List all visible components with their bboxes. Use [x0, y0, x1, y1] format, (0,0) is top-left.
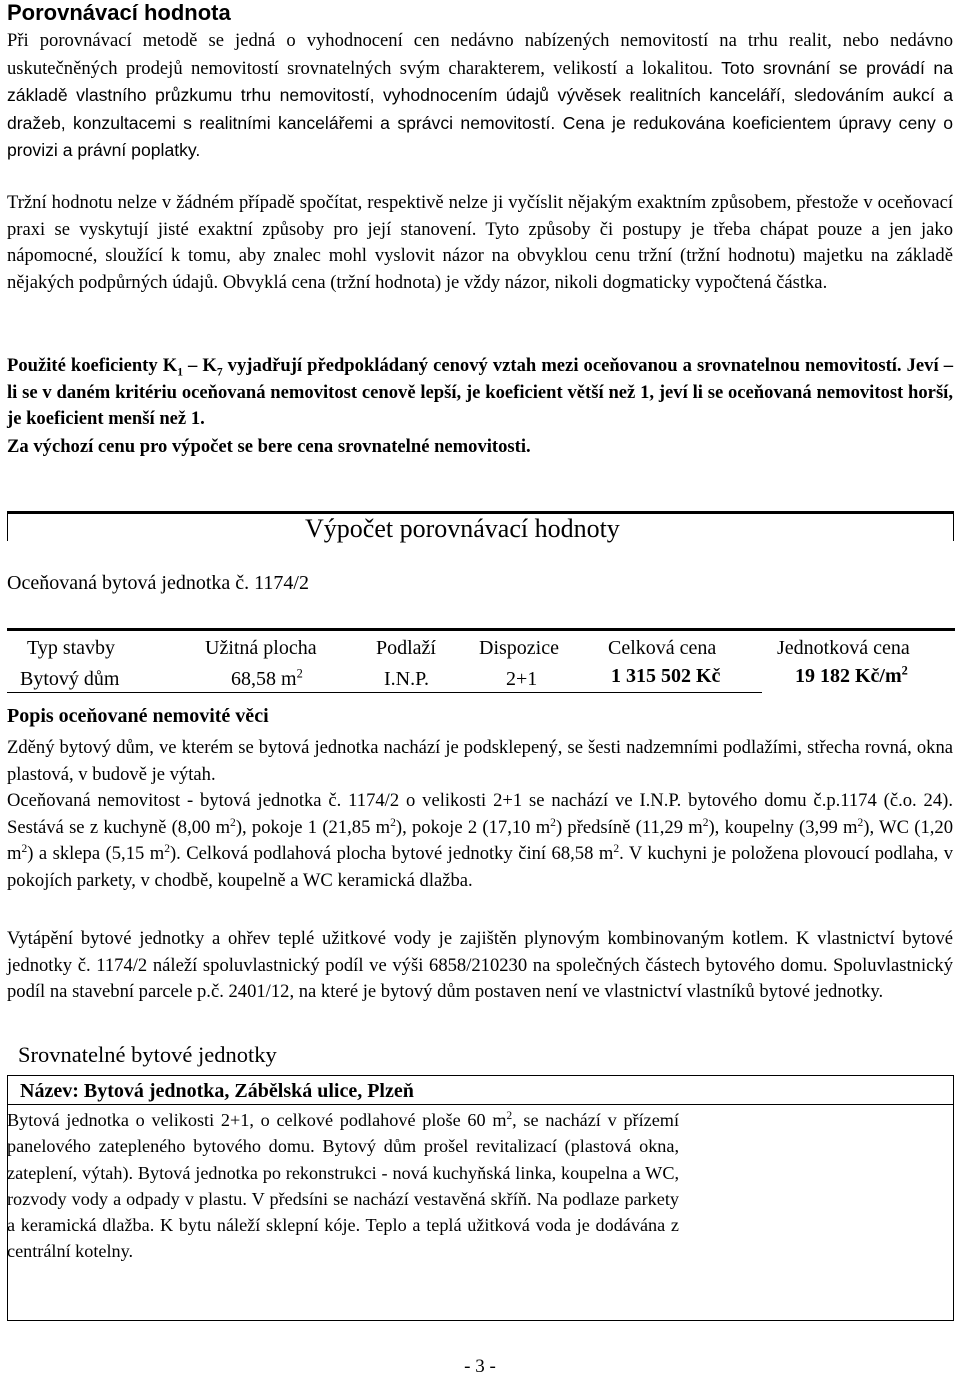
p2-sup: 2 — [390, 816, 396, 829]
p2-text: ) a sklepa (5,15 m — [27, 843, 165, 865]
p2-sup: 2 — [613, 843, 620, 855]
table-cell-plocha — [231, 666, 303, 692]
section-heading: Porovnávací hodnota — [7, 0, 231, 25]
calculation-title: Výpočet porovnávací hodnoty — [305, 514, 620, 543]
p2-text: ), pokoje 2 (17,10 m — [395, 816, 551, 838]
coef-post: vyjadřují předpokládaný cenový vztah mezi oceňovanou a srovnatelnou nemovitostí. Jeví – li se v daném kritériu oceňovaná nemovitost cenově lepší, je koeficient větší než 1, jeví li se oceňovaná nemovitost horší, je koeficient menší než 1. — [7, 355, 954, 430]
p2-text: ), WC (1,20 m — [7, 816, 953, 865]
comparable-text-b: , se nachází v přízemí panelového zatepleného bytového domu. Bytový dům prošel revitalizací (plastová okna, zateplení, výtah). Bytová jednotka po rekonstrukci - nová kuchyňská linka, koupelna a WC, rozvody vody a odpady v plastu. V předsíni se nachází vestavěná skříň. Na podlaze parkety a keramická dlažba. K bytu náleží sklepní kóje. Teplo a teplá užitková voda je dodávána z centrální kotelny. — [7, 1110, 679, 1262]
table-header: Typ stavby — [27, 637, 116, 659]
p2-sup: 2 — [857, 816, 864, 829]
description-paragraph-1: Zděný bytový dům, ve kterém se bytová jednotka nachází je podsklepený, se šesti nadzemními podlažími, střecha rovná, okna plastová, v budově je výtah. — [7, 737, 953, 785]
p2-sup: 2 — [164, 843, 170, 855]
p2-sup: 2 — [550, 816, 556, 829]
p2-sup: 2 — [702, 816, 709, 829]
plocha-value: 68,58 m — [231, 668, 297, 690]
intro-paragraph-1-a: Při porovnávací metodě se jedná o vyhodnocení cen nedávno nabízených nemovitostí na trhu realit, nebo nedávno uskutečněných prodejů nemovitostí srovnatelných svým charakterem, velikostí a lokalitou. — [7, 30, 953, 79]
comparable-box-divider — [7, 1104, 954, 1105]
p2-text: ) předsíně (11,29 m — [555, 816, 703, 838]
p2-text: ), koupelny (3,99 m — [708, 816, 858, 838]
table-header: Užitná plocha — [205, 637, 317, 659]
table-header: Celková cena — [608, 637, 717, 659]
description-paragraph-3: Vytápění bytové jednotky a ohřev teplé užitkové vody je zajištěn plynovým kombinovaným kotlem. K vlastnictví bytové jednotky č. 1174/2 náleží spoluvlastnický podíl ve výši 6858/210230 na společných částech bytového domu. Spoluvlastnický podíl na stavební parcele p.č. 2401/12, na které je bytový dům postaven není ve vlastnictví vlastníků bytové jednotky. — [7, 928, 953, 1003]
table-cell-jednotkova-cena — [795, 663, 908, 689]
p2-text: . V kuchyni je položena plovoucí podlaha, v pokojích parkety, v chodbě, koupelně a WC keramická dlažba. — [7, 843, 953, 891]
coef-mid: – K — [182, 355, 217, 376]
coef-sub-7: 7 — [216, 366, 223, 379]
jednotkova-value: 19 182 Kč/m — [795, 665, 902, 687]
base-price-note: Za výchozí cenu pro výpočet se bere cena srovnatelné nemovitosti. — [7, 436, 531, 457]
comparables-title: Srovnatelné bytové jednotky — [18, 1042, 277, 1067]
table-cell-typ: Bytový dům — [20, 668, 120, 690]
comparable-description — [7, 1107, 679, 1265]
comparable-sup: 2 — [506, 1109, 513, 1122]
jednotkova-sup: 2 — [901, 663, 908, 678]
table-top-border — [7, 628, 955, 631]
valued-unit-title: Oceňovaná bytová jednotka č. 1174/2 — [7, 572, 309, 594]
intro-paragraph-1-b: Toto srovnání se provádí na základě vlastního průzkumu trhu nemovitostí, vyhodnocením údajů vývěsek realitních kanceláří, sledováním aukcí a dražeb, konzultacemi s realitními kancelářemi a správci nemovitostí. Cena je redukována koeficientem úpravy ceny o provizi a právní poplatky. — [7, 57, 953, 161]
intro-paragraph-1 — [7, 28, 953, 165]
table-cell-podlazi: I.N.P. — [384, 668, 430, 690]
comparable-name: Název: Bytová jednotka, Zábělská ulice, Plzeň — [20, 1080, 414, 1102]
p2-text: ). Celková podlahová plocha bytové jednotky činí 68,58 m — [169, 843, 614, 865]
page-number: - 3 - — [464, 1356, 496, 1377]
comparable-text-a: Bytová jednotka o velikosti 2+1, o celkové podlahové ploše 60 m — [7, 1110, 507, 1130]
p2-sup: 2 — [21, 843, 28, 855]
coef-sub-1: 1 — [177, 366, 183, 379]
coef-pre: Použité koeficienty K — [7, 355, 178, 376]
p2-sup: 2 — [230, 816, 236, 829]
intro-paragraph-2: Tržní hodnotu nelze v žádném případě spočítat, respektivě nelze ji vyčíslit nějakým exaktním způsobem, přestože v oceňovací praxi se vyskytují jisté exaktní způsoby pro její stanovení. Tyto způsoby či postupy je třeba chápat pouze a jen jako nápomocné, sloužící k tomu, aby znalec mohl vyslovit názor na obvyklou cenu tržní (tržní hodnotu) majetku na základě nějakých podpůrných údajů. Obvyklá cena (tržní hodnota) je vždy názor, nikoli dogmaticky vypočtená částka. — [7, 192, 953, 293]
table-row-divider — [7, 692, 762, 693]
p2-text: ), pokoje 1 (21,85 m — [235, 816, 391, 838]
p2-text: Oceňovaná nemovitost - bytová jednotka č. 1174/2 o velikosti 2+1 se nachází ve I.N.P. bytového domu č.p.1174 (č.o. 24). Sestává se z kuchyně (8,00 m — [7, 790, 953, 838]
table-header: Podlaží — [376, 637, 436, 659]
description-title: Popis oceňované nemovité věci — [7, 705, 269, 727]
table-cell-celkova-cena: 1 315 502 Kč — [611, 665, 721, 687]
table-cell-dispozice: 2+1 — [506, 668, 538, 690]
coefficients-text — [7, 353, 953, 433]
table-header: Jednotková cena — [777, 637, 910, 659]
table-header: Dispozice — [479, 637, 559, 659]
description-paragraph-2 — [7, 788, 953, 894]
plocha-sup: 2 — [296, 666, 303, 681]
